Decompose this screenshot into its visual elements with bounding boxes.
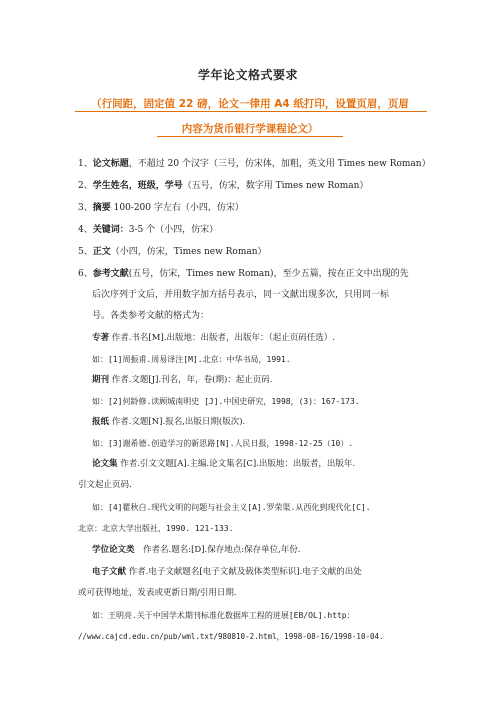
notice-underline-2 [157,136,343,137]
format-label: 专著 [92,333,110,343]
requirement-item-abstract [78,202,438,214]
example-electronic-2: //www.cajcd.edu.cn/pub/wml.txt/980810-2.html，1998-08-16/1998-10-04. [78,632,384,641]
requirement-item-body [78,246,438,258]
format-text: 作者名.题名:[D].保存地点:保存单位,年份. [134,545,301,555]
item-label: 关键词： [92,225,129,235]
format-electronic-cont: 或可获得地址，发表或更新日期/引用日期. [78,588,237,598]
requirement-item-keywords [78,224,438,236]
item-number: 6、 [78,269,93,279]
item-label: 论文标题 [92,159,129,169]
item-text: （小四，仿宋，Times new Roman） [110,247,267,257]
format-label: 论文集 [92,459,118,469]
format-notice-line-1: （行间距，固定值 22 磅，论文一律用 A4 纸打印，设置页眉，页眉 [91,98,409,110]
notice-underline-1 [75,111,427,112]
format-book [92,333,335,344]
format-journal [92,375,273,386]
format-text: 作者.文题[J].刊名，年，卷(期)：起止页码. [109,375,273,385]
item-number: 5、 [78,247,93,257]
format-label: 学位论文类 [92,545,135,555]
example-collection-2: 北京：北京大学出版社，1990. 121-133. [78,524,234,533]
references-continuation-2: 号。各类参考文献的格式为： [92,311,210,321]
item-number: 4、 [78,225,93,235]
item-label: 摘要 [92,203,111,213]
requirement-item-student [78,180,438,192]
references-continuation-1: 后次序列于文后，并用数字加方括号表示，同一文献出现多次，只用同一标 [92,290,390,300]
format-text: 作者.书名[M].出版地：出版者，出版年：（起止页码任选）. [109,333,335,343]
item-label: 学生姓名，班级，学号 [92,181,183,191]
item-number: 1、 [78,159,93,169]
format-text: 作者.引文文题[A].主编.论文集名[C].出版地：出版者，出版年. [117,459,356,469]
format-label: 电子文献 [92,567,127,577]
item-text: 100-200 字左右（小四，仿宋） [110,203,244,213]
item-label: 正文 [92,247,111,257]
document-title: 学年论文格式要求 [197,68,298,82]
item-text: （五号，仿宋，数字用 Times new Roman） [182,181,369,191]
item-label: 参考文献 [92,269,129,279]
example-collection-1: 如：[4]瞿秋白.现代文明的问题与社会主义[A].罗荣渠.从西化到现代化[C]. [92,503,371,512]
example-electronic-1: 如：王明亮.关于中国学术期刊标准化数据库工程的进展[EB/OL].http： [92,611,355,620]
item-text: (五号，仿宋，Times new Roman)，至少五篇，按在正文中出现的先 [128,269,409,279]
format-thesis [92,545,301,556]
format-label: 报纸 [92,417,110,427]
requirement-item-title [78,158,438,170]
format-newspaper [92,417,245,428]
item-number: 3、 [78,203,93,213]
format-collection-cont: 引文起止页码. [78,480,132,490]
format-text: 作者.文题[N].报名,出版日期(版次). [109,417,246,427]
format-notice-line-2: 内容为货币银行学课程论文） [181,123,319,135]
item-text: ，不超过 20 个汉字（三号，仿宋体，加粗，英文用 Times new Roman） [128,159,431,169]
example-book: 如：[1]周振甫.周易译注[M].北京：中华书局，1991. [92,355,291,364]
format-label: 期刊 [92,375,110,385]
format-text: 作者.电子文献题名[电子文献及载体类型标识].电子文献的出处 [126,567,362,577]
format-electronic [92,567,362,578]
requirement-item-references [78,268,438,280]
example-newspaper: 如：[3]谢希德.创造学习的新思路[N].人民日报，1998-12-25（10）. [92,439,354,448]
item-text: 3-5 个（小四，仿宋） [128,225,219,235]
example-journal: 如：[2]何龄修.读顾城南明史 [J].中国史研究，1998，(3)：167-173. [92,397,360,406]
format-collection [92,459,355,470]
item-number: 2、 [78,181,93,191]
